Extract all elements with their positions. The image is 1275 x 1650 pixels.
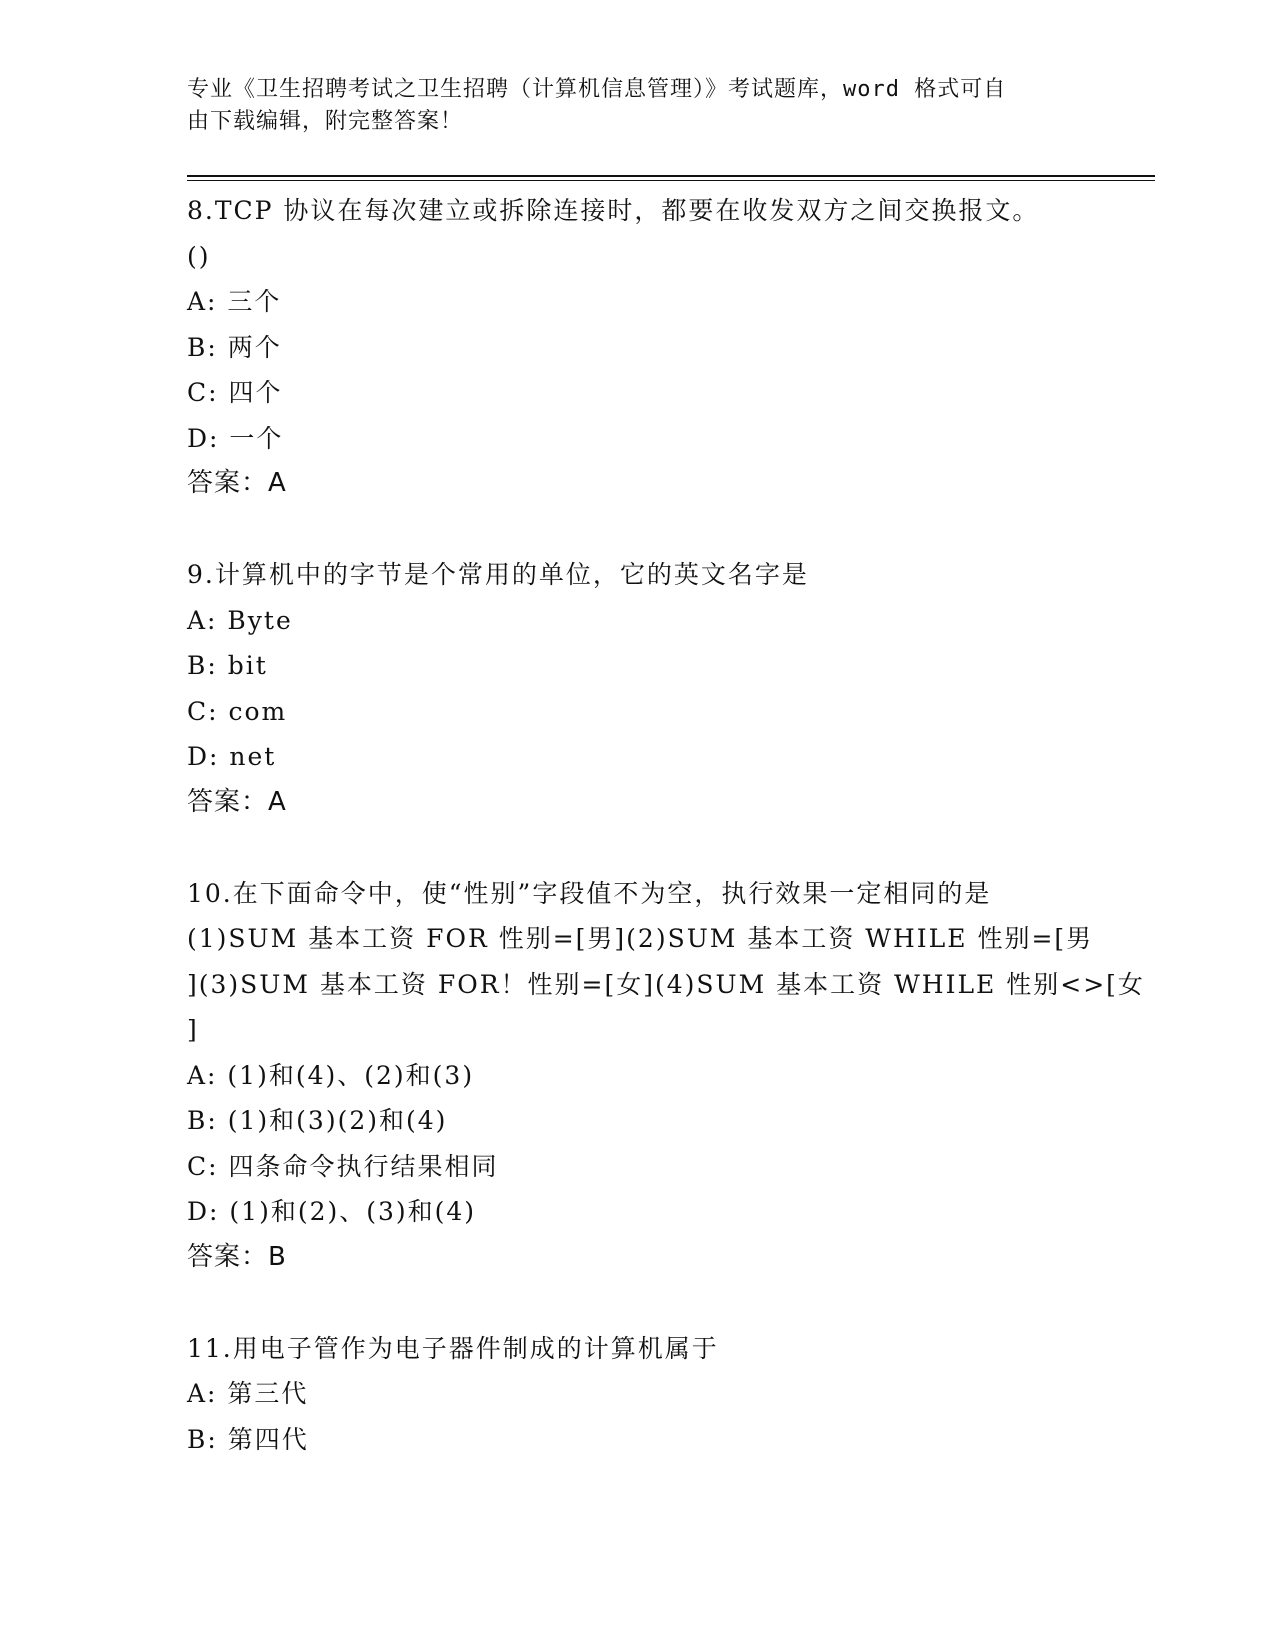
option-d: D: (1)和(2)、(3)和(4) [187, 1197, 477, 1226]
spacer [187, 825, 1077, 871]
question-stem: ] [187, 1015, 199, 1044]
question-8 [187, 188, 1077, 507]
spacer [187, 1280, 1077, 1326]
option-a: A: 三个 [187, 287, 282, 316]
question-10 [187, 871, 1145, 1281]
question-stem: 8.TCP 协议在每次建立或拆除连接时，都要在收发双方之间交换报文。 [187, 196, 1040, 225]
option-c: C: 四个 [187, 378, 283, 407]
option-b: B: 第四代 [187, 1424, 309, 1454]
answer-line: 答案：B [187, 1241, 287, 1272]
header-divider-thick [187, 175, 1155, 177]
option-a: A: 第三代 [187, 1379, 309, 1408]
question-stem: 9.计算机中的字节是个常用的单位，它的英文名字是 [187, 560, 809, 589]
option-c: C: com [187, 696, 288, 726]
header-divider-thin [187, 180, 1155, 181]
option-a: A: (1)和(4)、(2)和(3) [187, 1060, 475, 1090]
option-b: B: 两个 [187, 332, 282, 362]
document-header [187, 74, 1067, 138]
question-list [187, 188, 1145, 1462]
option-d: D: net [187, 742, 277, 771]
spacer [187, 507, 1077, 553]
option-c: C: 四条命令执行结果相同 [187, 1151, 499, 1181]
option-d: D: 一个 [187, 423, 284, 453]
option-b: B: bit [187, 651, 268, 680]
question-stem: 11.用电子管作为电子器件制成的计算机属于 [187, 1333, 719, 1363]
header-line-2: 由下载编辑，附完整答案！ [187, 109, 464, 134]
header-line-1: 专业《卫生招聘考试之卫生招聘（计算机信息管理）》考试题库，word 格式可自 [187, 77, 1007, 102]
answer-line: 答案：A [187, 468, 287, 498]
option-a: A: Byte [187, 605, 293, 635]
question-stem: () [187, 241, 211, 271]
question-11 [187, 1326, 1077, 1463]
option-b: B: (1)和(3)(2)和(4) [187, 1106, 448, 1135]
question-stem: 10.在下面命令中，使“性别”字段值不为空，执行效果一定相同的是 [187, 878, 992, 908]
question-9 [187, 552, 1077, 825]
answer-line: 答案：A [187, 786, 287, 817]
question-stem: (1)SUM 基本工资 FOR 性别=[男](2)SUM 基本工资 WHILE 性别=[男 [187, 924, 1094, 953]
question-stem: ](3)SUM 基本工资 FOR！性别=[女](4)SUM 基本工资 WHILE 性别<>[女 [187, 969, 1145, 999]
